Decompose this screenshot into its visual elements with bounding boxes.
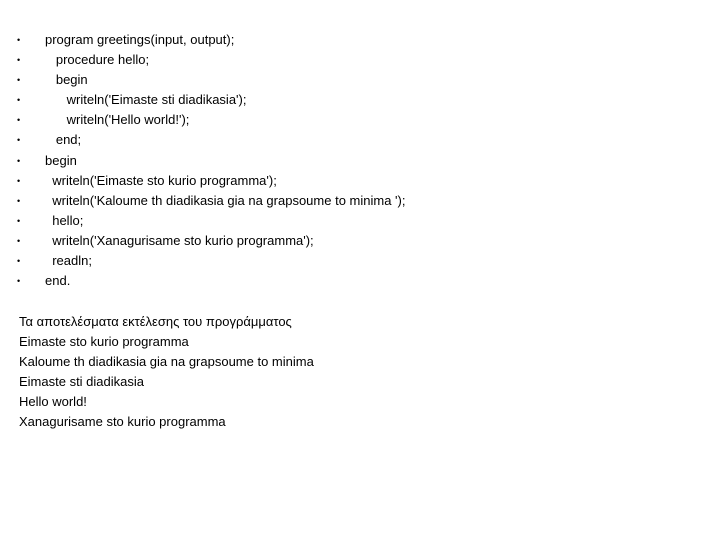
output-heading: Τα αποτελέσματα εκτέλεσης του προγράμματος [19, 314, 292, 329]
bullet-icon: • [17, 256, 21, 267]
code-text: hello; [45, 212, 84, 228]
code-text: procedure hello; [45, 52, 150, 68]
code-text: writeln('Hello world!'); [45, 112, 190, 128]
output-line: Kaloume th diadikasia gia na grapsoume to minima [19, 354, 314, 370]
output-line: Eimaste sti diadikasia [19, 374, 144, 390]
bullet-icon: • [17, 175, 21, 186]
bullet-icon: • [17, 276, 21, 287]
bullet-icon: • [17, 155, 21, 166]
bullet-icon: • [17, 215, 21, 226]
output-line: Hello world! [19, 394, 87, 410]
code-text: begin [45, 72, 88, 88]
bullet-icon: • [17, 135, 21, 146]
bullet-icon: • [17, 115, 21, 126]
code-text: begin [45, 152, 77, 168]
code-text: end. [45, 273, 71, 289]
output-line: Xanagurisame sto kurio programma [19, 414, 226, 430]
bullet-icon: • [17, 55, 21, 66]
code-text: readln; [45, 253, 92, 269]
code-text: writeln('Eimaste sto kurio programma'); [45, 172, 277, 188]
bullet-icon: • [17, 35, 21, 45]
code-text: program greetings(input, output); [45, 32, 235, 47]
output-line: Eimaste sto kurio programma [19, 334, 189, 350]
code-text: writeln('Kaloume th diadikasia gia na grapsoume to minima '); [45, 192, 406, 208]
bullet-icon: • [17, 75, 21, 86]
code-text: writeln('Xanagurisame sto kurio programma'); [45, 232, 314, 248]
bullet-icon: • [17, 235, 21, 246]
code-text: end; [45, 132, 82, 148]
bullet-icon: • [17, 95, 21, 106]
bullet-icon: • [17, 195, 21, 206]
program-output [19, 312, 314, 433]
code-text: writeln('Eimaste sti diadikasia'); [45, 92, 247, 108]
